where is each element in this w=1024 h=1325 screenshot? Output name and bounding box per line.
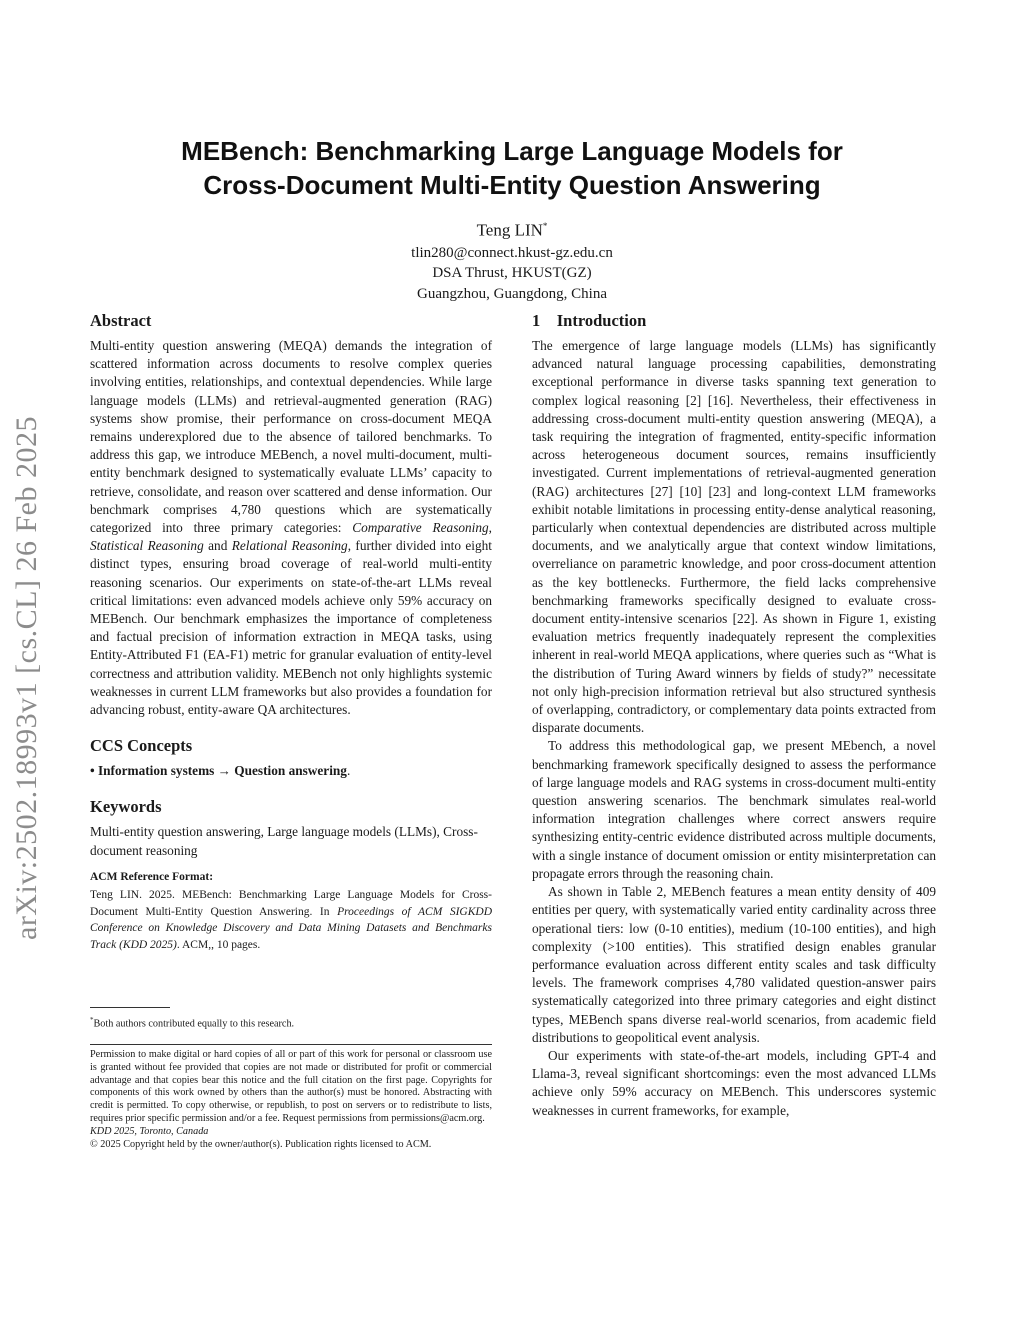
ccs-concept: • Information systems → Question answering. <box>90 763 351 779</box>
abstract-text: Multi-entity question answering (MEQA) demands the integration of scattered information across documents to resolve complex queries involving entities, relationships, and contextual dependencies. While large language models (LLMs) and retrieval-augmented generation (RAG) systems show promise, their performance on cross-document MEQA remains underexplored due to the absence of tailored benchmarks. To address this gap, we introduce MEBench, a novel multi-document, multi-entity benchmark designed to systematically evaluate LLMs’ capacity to retrieve, consolidate, and reason over scattered and dense information. Our benchmark comprises 4,780 questions which are systematically categorized into three primary categories: Comparative Reasoning, Statistical Reasoning and Relational Reasoning, further divided into eight distinct types, ensuring broad coverage of real-world multi-entity reasoning scenarios. Our experiments on state-of-the-art LLMs reveal critical limitations: even advanced models achieve only 59% accuracy on MEBench. Our benchmark emphasizes the importance of completeness and factual precision of information extraction in MEQA tasks, using Entity-Attributed F1 (EA-F1) metric for granular evaluation of entity-level correctness and attribution validity. MEBench not only highlights systemic weaknesses in current LLM frameworks but also provides a foundation for advancing robust, entity-aware QA architectures. <box>90 338 492 718</box>
paper-title <box>90 134 934 202</box>
author-name: Teng LIN* <box>476 220 548 240</box>
author-location: Guangzhou, Guangdong, China <box>417 285 607 302</box>
acm-reference-section <box>90 870 492 954</box>
acm-reference-text: Teng LIN. 2025. MEBench: Benchmarking Large Language Models for Cross-Document Multi-Entity Question Answering. In Proceedings of ACM SIGKDD Conference on Knowledge Discovery and Data Mining Datasets and Benchmarks Track (KDD 2025). ACM,, 10 pages. <box>90 888 493 952</box>
title-line-1: MEBench: Benchmarking Large Language Models for <box>181 136 843 166</box>
footnote-divider <box>90 1007 170 1008</box>
keywords-section <box>90 797 492 859</box>
category-statistical: Statistical Reasoning <box>90 538 204 554</box>
author-footnote-mark: * <box>542 221 548 231</box>
keywords-text: Multi-entity question answering, Large language models (LLMs), Cross-document reasoning <box>90 824 478 858</box>
author-footnote: *Both authors contributed equally to this research. <box>90 1016 295 1030</box>
intro-paragraph-2: To address this methodological gap, we present MEbench, a novel benchmarking framework specifically designed to assess the performance of large language models and RAG systems in cross-document multi-entity question answering scenarios. The benchmark simulates real-world information integration challenges where correct answers require synthesizing entity-centric evidence distributed across multiple documents, with a single instance of document omission or entity misinterpretation can propagate errors through the reasoning chain. <box>532 738 936 881</box>
category-relational: Relational Reasoning <box>231 538 348 554</box>
intro-paragraph-3: As shown in Table 2, MEBench features a mean entity density of 409 entities per query, with systematically varied entity cardinality across three operational tiers: low (0-10 entities), medium (10-100 entities), and high complexity (>100 entities). This stratified design enables granular performance evaluation across different entity scales and task difficulty levels. The framework comprises 4,780 validated question-answer pairs systematically categorized into three primary categories and eight distinct types, MEBench spans diverse real-world scenarios, from academic field distributions to geopolitical event analysis. <box>532 884 936 1045</box>
conference-line: KDD 2025, Toronto, Canada <box>90 1125 209 1137</box>
category-comparative: Comparative Reasoning <box>352 520 489 536</box>
title-line-2: Cross-Document Multi-Entity Question Answering <box>203 170 821 200</box>
author-email: tlin280@connect.hkust-gz.edu.cn <box>411 244 613 261</box>
ccs-heading: CCS Concepts <box>90 736 193 756</box>
keywords-heading: Keywords <box>90 797 162 817</box>
permission-divider <box>90 1044 492 1045</box>
ccs-section <box>90 736 492 780</box>
acm-reference-heading: ACM Reference Format: <box>90 870 214 883</box>
permission-text: Permission to make digital or hard copies of all or part of this work for personal or classroom use is granted without fee provided that copies are not made or distributed for profit or commercial advantage and that copies bear this notice and the full citation on the first page. Copyrights for components of this work owned by others than the author(s) must be honored. Abstracting with credit is permitted. To copy otherwise, or republish, to post on servers or to redistribute to lists, requires prior specific permission and/or a fee. Request permissions from permissions@acm.org. <box>90 1049 492 1124</box>
arxiv-identifier: arXiv:2502.18993v1 [cs.CL] 26 Feb 2025 <box>10 416 43 940</box>
intro-paragraph-4: Our experiments with state-of-the-art models, including GPT-4 and Llama-3, reveal significant shortcomings: even the most advanced LLMs achieve only 59% accuracy on MEBench. This underscores systemic weaknesses in current frameworks, for example, <box>532 1047 936 1118</box>
abstract-section <box>90 311 492 719</box>
introduction-heading: 1 Introduction <box>532 311 647 330</box>
author-affiliation: DSA Thrust, HKUST(GZ) <box>432 265 592 282</box>
introduction-section <box>532 311 936 1120</box>
copyright-line: © 2025 Copyright held by the owner/author(s). Publication rights licensed to ACM. <box>90 1138 432 1150</box>
intro-paragraph-1: The emergence of large language models (LLMs) has significantly advanced natural language processing capabilities, demonstrating exceptional performance in diverse tasks spanning text generation to complex logical reasoning [2] [16]. Nevertheless, their effectiveness in addressing cross-document multi-entity question answering (MEQA), a task requiring the integration of fragmented, entity-specific information across heterogeneous document sources, remains insufficiently investigated. Current implementations of retrieval-augmented generation (RAG) architectures [27] [10] [23] and long-context LLM frameworks exhibit notable limitations in processing entity-dense analytical reasoning, particularly when contextual dependencies are distributed across multiple documents, and we analytically argue that context window limitations, overreliance on parametric knowledge, and poor cross-document attention as the key bottlenecks. Furthermore, the field lacks comprehensive benchmarking frameworks specifically designed to evaluate cross-document entity-intensive scenarios [22]. As shown in Figure 1, existing evaluation metrics frequently inadequately represent the complexities inherent in real-world MEQA applications, where queries such as “What is the distribution of Turing Award winners by fields of study?” necessitate not only high-precision information retrieval but also structured synthesis of overlapping, contradictory, or complementary data points extracted from disparate documents. <box>532 338 936 736</box>
abstract-heading: Abstract <box>90 311 152 330</box>
right-column <box>532 311 936 1120</box>
permission-block <box>90 1049 492 1151</box>
author-block <box>262 214 762 304</box>
left-column <box>90 311 492 954</box>
